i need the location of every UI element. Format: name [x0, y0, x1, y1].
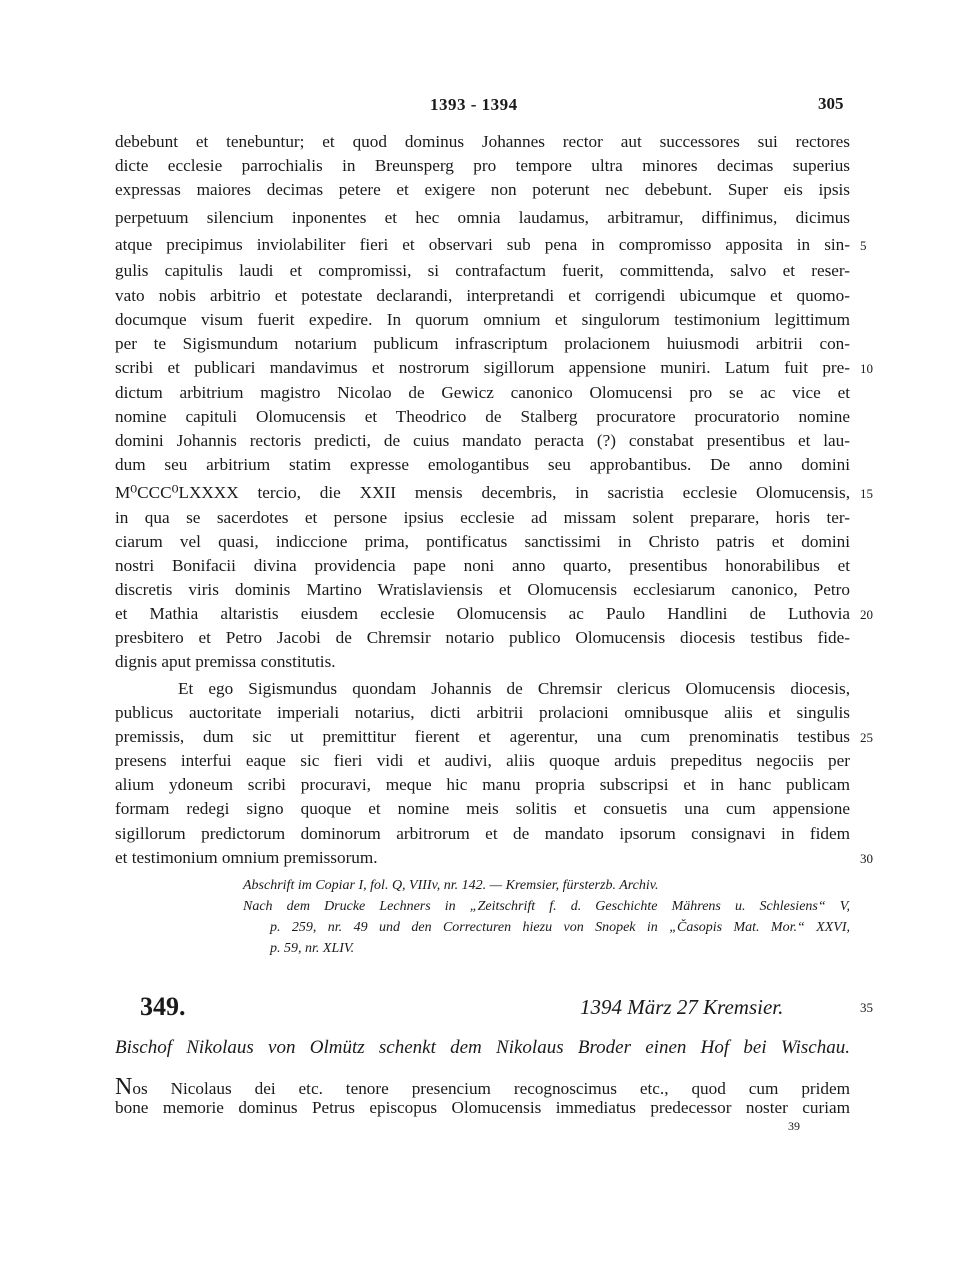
body-line: perpetuum silencium inponentes et hec omnia laudamus, arbitramur, diffinimus, dicimus	[115, 208, 850, 227]
body-line: gulis capitulis laudi et compromissi, si contrafactum fuerit, committenda, salvo et reser-	[115, 261, 850, 280]
body-line: sigillorum predictorum dominorum arbitrorum et de mandato ipsorum consignavi in fidem	[115, 824, 850, 843]
body-line: dum seu arbitrium statim expresse emologantibus seu approbantibus. De anno domini	[115, 455, 850, 474]
margin-line-number: 30	[860, 851, 873, 866]
sheet-signature: 39	[788, 1119, 800, 1133]
body-line: alium ydoneum scribi procuravi, meque hic manu propria subscripsi et in hanc publicam	[115, 775, 850, 794]
initial-letter: N	[115, 1074, 133, 1100]
margin-line-number: 5	[860, 238, 867, 253]
document-second-line: bone memorie dominus Petrus episcopus Olomucensis immediatus predecessor noster curiam	[115, 1098, 850, 1117]
body-line: dicte ecclesie parrochialis in Breunsperg pro tempore ultra minores decimas superius	[115, 156, 850, 175]
body-line: presbitero et Petro Jacobi de Chremsir notario publico Olomucensis diocesis testibus fide-	[115, 628, 850, 647]
body-line: et testimonium omnium premissorum.	[115, 848, 378, 867]
body-line: vato nobis arbitrio et potestate declarandi, interpretandi et corrigendi ubicumque et quomo-	[115, 286, 850, 305]
document-date-place: 1394 März 27 Kremsier.	[580, 995, 784, 1019]
source-note: Abschrift im Copiar I, fol. Q, VIIIv, nr. 142. — Kremsier, fürsterzb. Archiv.	[243, 878, 659, 893]
margin-line-number: 20	[860, 607, 873, 622]
body-line: documque visum fuerit expedire. In quorum omnium et singulorum testimonium legittimum	[115, 310, 850, 329]
margin-line-number: 10	[860, 361, 873, 376]
body-line: dignis aput premissa constitutis.	[115, 652, 336, 671]
body-line: nostri Bonifacii divina providencia pape noni anno quarto, presentibus honorabilibus et	[115, 556, 850, 575]
body-line: expressas maiores decimas petere et exigere non poterunt nec debebunt. Super eis ipsis	[115, 180, 850, 199]
margin-line-number: 25	[860, 730, 873, 745]
body-line: ciarum vel quasi, indiccione prima, pontificatus sanctissimi in Christo patris et domini	[115, 532, 850, 551]
body-line: Et ego Sigismundus quondam Johannis de Chremsir clericus Olomucensis diocesis,	[178, 679, 850, 698]
body-line: atque precipimus inviolabiliter fieri et observari sub pena in compromisso apposita in sin-	[115, 235, 850, 254]
margin-line-number: 15	[860, 486, 873, 501]
source-note: Nach dem Drucke Lechners in „Zeitschrift f. d. Geschichte Mährens u. Schlesiens“ V,	[243, 899, 850, 914]
document-first-line-text: os Nicolaus dei etc. tenore presencium recognoscimus etc., quod cum pridem	[132, 1079, 850, 1098]
body-line: dictum arbitrium magistro Nicolao de Gewicz canonico Olomucensi pro se ac vice et	[115, 383, 850, 402]
page-number: 305	[818, 94, 844, 113]
body-line: premissis, dum sic ut premittitur fierent et agerentur, una cum prenominatis testibus	[115, 727, 850, 746]
body-line: presens interfui eaque sic fieri vidi et audivi, aliis quoque arduis prepeditus negociis per	[115, 751, 850, 770]
body-line: nomine capituli Olomucensis et Theodrico de Stalberg procuratore procuratorio nomine	[115, 407, 850, 426]
document-title: Bischof Nikolaus von Olmütz schenkt dem Nikolaus Broder einen Hof bei Wischau.	[115, 1037, 850, 1058]
body-line: per te Sigismundum notarium publicum infrascriptum prolacionem huiusmodi arbitrii con-	[115, 334, 850, 353]
body-line: publicus auctoritate imperiali notarius, dicti arbitrii prolacioni omnibusque aliis et singulis	[115, 703, 850, 722]
body-line: domini Johannis rectoris predicti, de cuius mandato peracta (?) constabat presentibus et lau-	[115, 431, 850, 450]
running-header-years: 1393 - 1394	[430, 95, 518, 114]
body-line: in qua se sacerdotes et persone ipsius ecclesie ad missam solent preparare, horis ter-	[115, 508, 850, 527]
margin-line-number: 35	[860, 1000, 873, 1015]
source-note: p. 259, nr. 49 und den Correcturen hiezu von Snopek in „Časopis Mat. Mor.“ XXVI,	[270, 920, 850, 935]
body-line: M⁰CCC⁰LXXXX tercio, die XXII mensis decembris, in sacristia ecclesie Olomucensis,	[115, 483, 850, 502]
body-line: scribi et publicari mandavimus et nostrorum sigillorum appensione muniri. Latum fuit pre-	[115, 358, 850, 377]
source-note: p. 59, nr. XLIV.	[270, 941, 355, 956]
body-line: formam redegi signo quoque et nomine meis solitis et consuetis una cum appensione	[115, 799, 850, 818]
body-line: debebunt et tenebuntur; et quod dominus Johannes rector aut successores sui rectores	[115, 132, 850, 151]
body-line: et Mathia altaristis eiusdem ecclesie Olomucensis ac Paulo Handlini de Luthovia	[115, 604, 850, 623]
document-number: 349.	[140, 992, 186, 1021]
body-line: discretis viris dominis Martino Wratislaviensis et Olomucensis ecclesiarum canonico, Petro	[115, 580, 850, 599]
